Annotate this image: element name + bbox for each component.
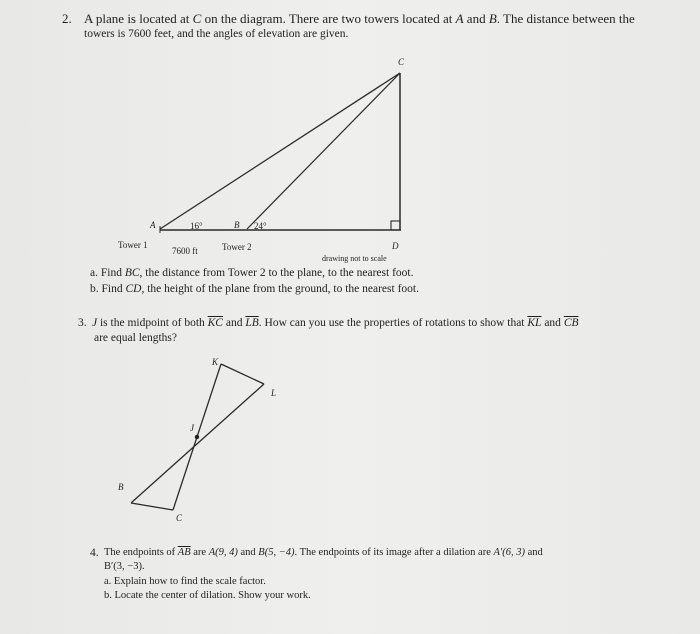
q2-angle-a: 16° [190, 221, 203, 231]
q2-part-a: a. Find BC, the distance from Tower 2 to the plane, to the nearest foot. [90, 267, 414, 279]
q2-number: 2. [62, 11, 72, 26]
q2-scale-note: drawing not to scale [322, 254, 387, 263]
q2-tower1-label: Tower 1 [118, 240, 148, 250]
q2-label-a: A [150, 220, 156, 230]
q3-text-line1: J is the midpoint of both $\overline{KC}$ and $\overline{LB}$. How can you use the properties of rotations to show that $\overline{KL}$ and $\overline{CB}$ [92, 317, 579, 329]
q2-label-b: B [234, 220, 240, 230]
q2-label-d: D [392, 241, 399, 251]
q2-distance-label: 7600 ft [172, 246, 198, 256]
q4-part-a: a. Explain how to find the scale factor. [104, 576, 266, 587]
q2-angle-b: 24° [254, 221, 267, 231]
q2-text-line2: towers is 7600 feet, and the angles of elevation are given. [84, 28, 349, 40]
q4-text-line2: B′(3, −3). [104, 561, 145, 572]
q4-text-line1: The endpoints of $\overline{AB}$ are A(9, 4) and B(5, −4). The endpoints of its image after a dilation are A′(6, 3) and [104, 547, 543, 558]
q3-number: 3. [78, 317, 87, 329]
q4-part-b: b. Locate the center of dilation. Show your work. [104, 590, 311, 601]
line-kl [221, 364, 264, 384]
q3-label-b: B [118, 482, 124, 492]
line-lb [131, 384, 264, 503]
q2-tower2-label: Tower 2 [222, 242, 252, 252]
midpoint-j [195, 435, 199, 439]
line-bc [131, 503, 173, 510]
q2-part-b: b. Find CD, the height of the plane from the ground, to the nearest foot. [90, 283, 419, 295]
q4-number: 4. [90, 547, 99, 559]
q3-label-k: K [212, 357, 219, 367]
q3-label-j: J [190, 423, 194, 433]
q3-label-l: L [271, 388, 277, 398]
q2-label-c: C [398, 57, 405, 67]
q2-text-line1: A plane is located at C on the diagram. There are two towers located at A and B. The distance between the [84, 11, 635, 26]
q3-text-line2: are equal lengths? [94, 332, 178, 344]
q3-label-c: C [176, 513, 183, 523]
